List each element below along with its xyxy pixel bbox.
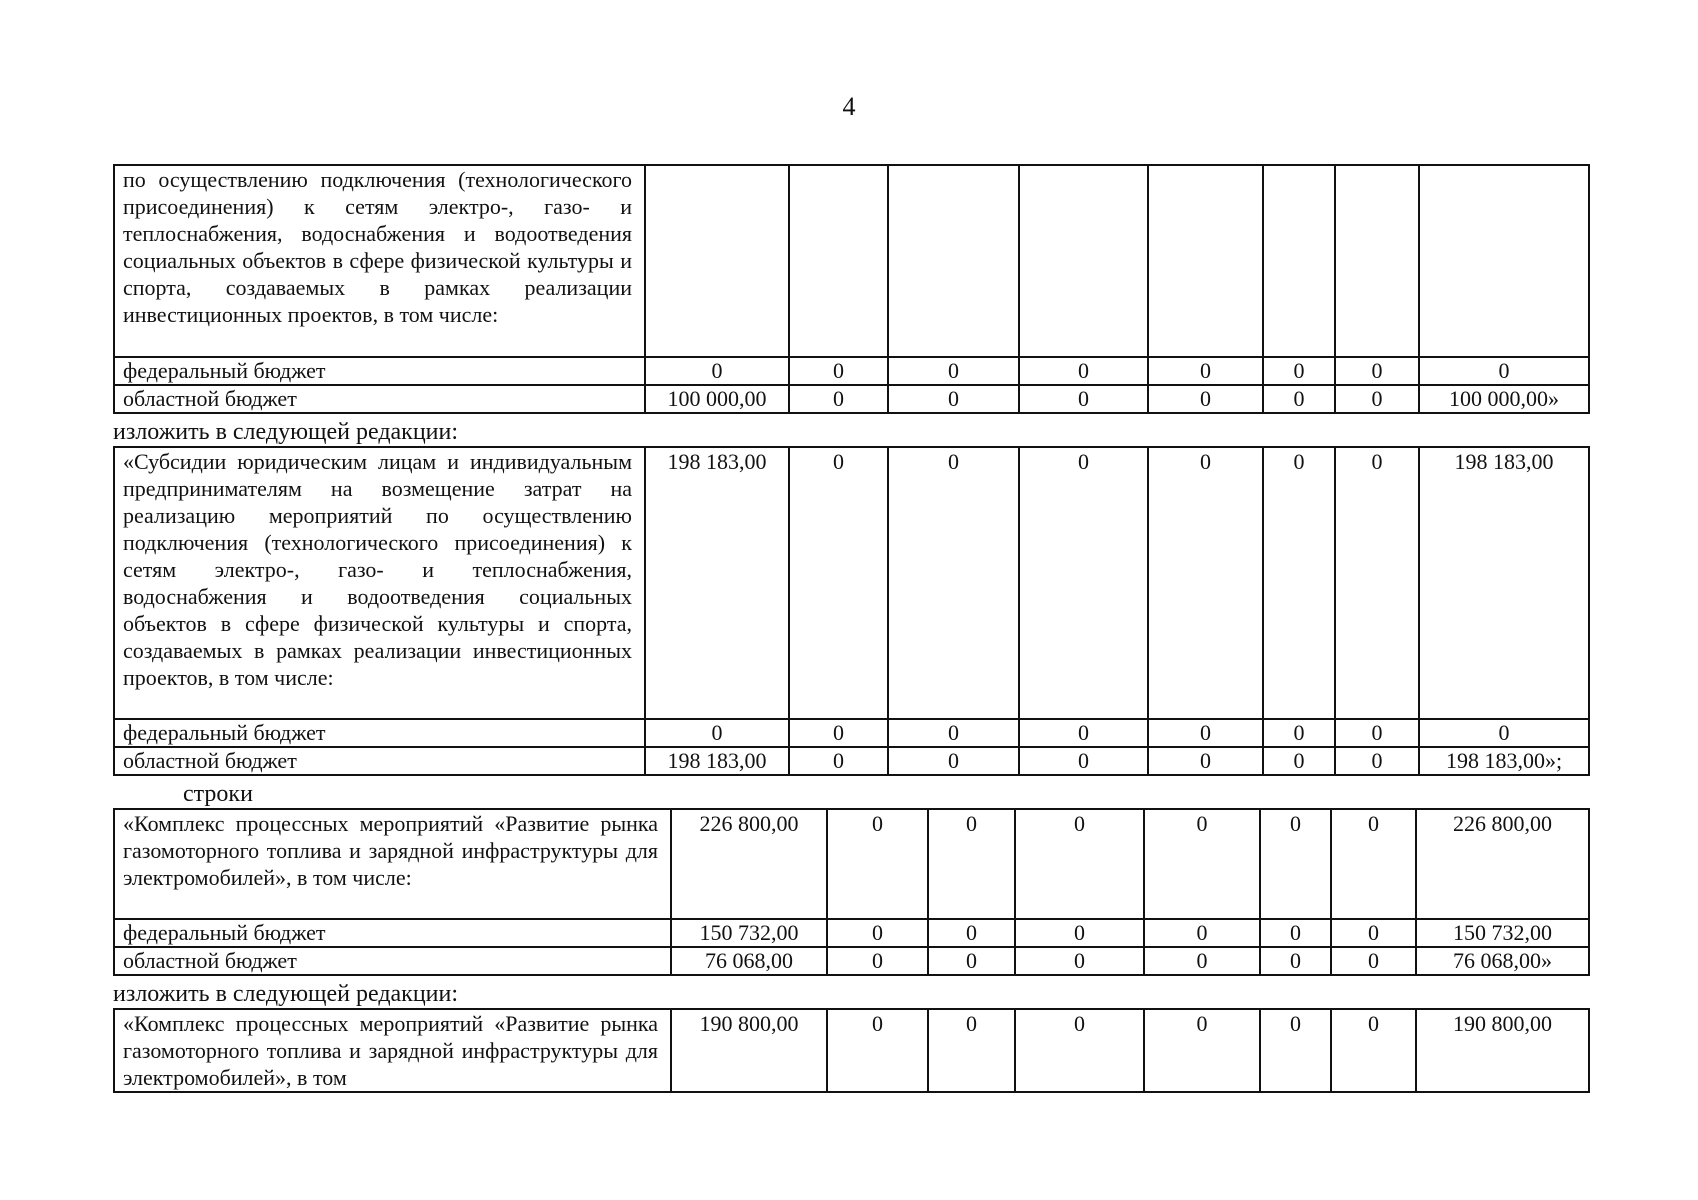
value-cell: 0 [1019,447,1148,719]
value-cell: 0 [928,919,1015,947]
value-cell: 0 [888,357,1019,385]
value-cell: 0 [1331,1009,1416,1092]
value-cell: 198 183,00 [645,447,789,719]
row-label: областной бюджет [114,747,645,775]
table-1-block [113,164,1588,414]
value-cell: 0 [1015,1009,1144,1092]
value-cell: 0 [1260,919,1331,947]
table-row [114,385,1589,413]
value-cell: 0 [827,947,928,975]
value-cell: 0 [888,747,1019,775]
value-cell [1263,165,1335,357]
value-cell: 0 [789,747,888,775]
value-cell: 198 183,00 [645,747,789,775]
funding-table-4 [113,1008,1590,1093]
section-heading: изложить в следующей редакции: [113,419,459,445]
value-cell: 0 [1260,947,1331,975]
value-cell: 0 [1019,719,1148,747]
value-cell [1335,165,1419,357]
table-row [114,809,1589,919]
page-number: 4 [842,92,856,121]
table-row [114,165,1589,357]
funding-table-2 [113,446,1590,776]
row-description: «Субсидии юридическим лицам и индивидуальным предпринимателям на возмещение затрат на реализацию мероприятий по осуществлению подключения (технологического присоединения) к сетям электро-, газо- и теплоснабжения, водоснабжения и водоотведения социальных объектов в сфере физической культуры и спорта, создаваемых в рамках реализации инвестиционных проектов, в том числе: [114,447,645,719]
value-cell: 0 [1263,447,1335,719]
value-cell: 0 [1260,809,1331,919]
value-cell [1148,165,1263,357]
value-cell: 0 [1144,1009,1260,1092]
value-cell: 0 [1263,385,1335,413]
value-cell: 0 [1019,385,1148,413]
value-cell: 226 800,00 [1416,809,1589,919]
row-label: федеральный бюджет [114,357,645,385]
table-2-block [113,446,1588,776]
table-row [114,919,1589,947]
table-3-block [113,808,1588,976]
value-cell [645,165,789,357]
value-cell: 0 [1419,357,1589,385]
value-cell: 0 [1263,357,1335,385]
value-cell: 100 000,00» [1419,385,1589,413]
table-row [114,719,1589,747]
value-cell: 0 [789,357,888,385]
value-cell: 0 [1263,719,1335,747]
value-cell [789,165,888,357]
value-cell: 190 800,00 [671,1009,827,1092]
value-cell: 0 [1148,357,1263,385]
funding-table-1 [113,164,1590,414]
value-cell: 0 [789,385,888,413]
value-cell: 0 [928,947,1015,975]
value-cell: 150 732,00 [671,919,827,947]
table-4-block [113,1008,1588,1093]
value-cell: 0 [1019,747,1148,775]
section-heading: изложить в следующей редакции: [113,981,459,1007]
table-row [114,357,1589,385]
value-cell: 0 [1148,719,1263,747]
funding-table-3 [113,808,1590,976]
value-cell: 0 [1260,1009,1331,1092]
table-row [114,447,1589,719]
value-cell: 0 [827,919,928,947]
value-cell: 0 [928,809,1015,919]
section-heading: строки [183,781,253,807]
value-cell: 0 [888,719,1019,747]
value-cell: 0 [1335,747,1419,775]
value-cell: 0 [1331,919,1416,947]
value-cell: 0 [1335,447,1419,719]
row-description: «Комплекс процессных мероприятий «Развитие рынка газомоторного топлива и зарядной инфраструктуры для электромобилей», в том числе: [114,809,671,919]
value-cell: 198 183,00 [1419,447,1589,719]
value-cell: 190 800,00 [1416,1009,1589,1092]
value-cell: 100 000,00 [645,385,789,413]
value-cell: 0 [789,719,888,747]
value-cell: 0 [1144,809,1260,919]
value-cell: 76 068,00 [671,947,827,975]
row-label: федеральный бюджет [114,719,645,747]
row-label: областной бюджет [114,947,671,975]
value-cell: 0 [1015,947,1144,975]
value-cell: 0 [928,1009,1015,1092]
value-cell: 0 [1148,747,1263,775]
row-label: областной бюджет [114,385,645,413]
value-cell: 0 [1148,385,1263,413]
value-cell: 0 [1335,385,1419,413]
table-row [114,947,1589,975]
value-cell: 0 [1331,809,1416,919]
value-cell: 226 800,00 [671,809,827,919]
value-cell: 0 [888,447,1019,719]
value-cell: 0 [645,357,789,385]
table-row [114,747,1589,775]
value-cell: 0 [1331,947,1416,975]
value-cell [1019,165,1148,357]
row-description: по осуществлению подключения (технологического присоединения) к сетям электро-, газо- и теплоснабжения, водоснабжения и водоотведения социальных объектов в сфере физической культуры и спорта, создаваемых в рамках реализации инвестиционных проектов, в том числе: [114,165,645,357]
row-label: федеральный бюджет [114,919,671,947]
value-cell: 0 [789,447,888,719]
value-cell: 0 [1015,919,1144,947]
value-cell: 0 [1144,919,1260,947]
value-cell: 0 [1335,357,1419,385]
value-cell [888,165,1019,357]
value-cell: 0 [1148,447,1263,719]
value-cell: 0 [827,809,928,919]
table-row [114,1009,1589,1092]
value-cell: 0 [1019,357,1148,385]
value-cell: 0 [1144,947,1260,975]
value-cell: 0 [1015,809,1144,919]
value-cell: 76 068,00» [1416,947,1589,975]
value-cell: 198 183,00»; [1419,747,1589,775]
value-cell: 150 732,00 [1416,919,1589,947]
value-cell: 0 [827,1009,928,1092]
value-cell: 0 [645,719,789,747]
value-cell: 0 [888,385,1019,413]
row-description: «Комплекс процессных мероприятий «Развитие рынка газомоторного топлива и зарядной инфраструктуры для электромобилей», в том [114,1009,671,1092]
value-cell: 0 [1263,747,1335,775]
value-cell: 0 [1419,719,1589,747]
value-cell [1419,165,1589,357]
value-cell: 0 [1335,719,1419,747]
